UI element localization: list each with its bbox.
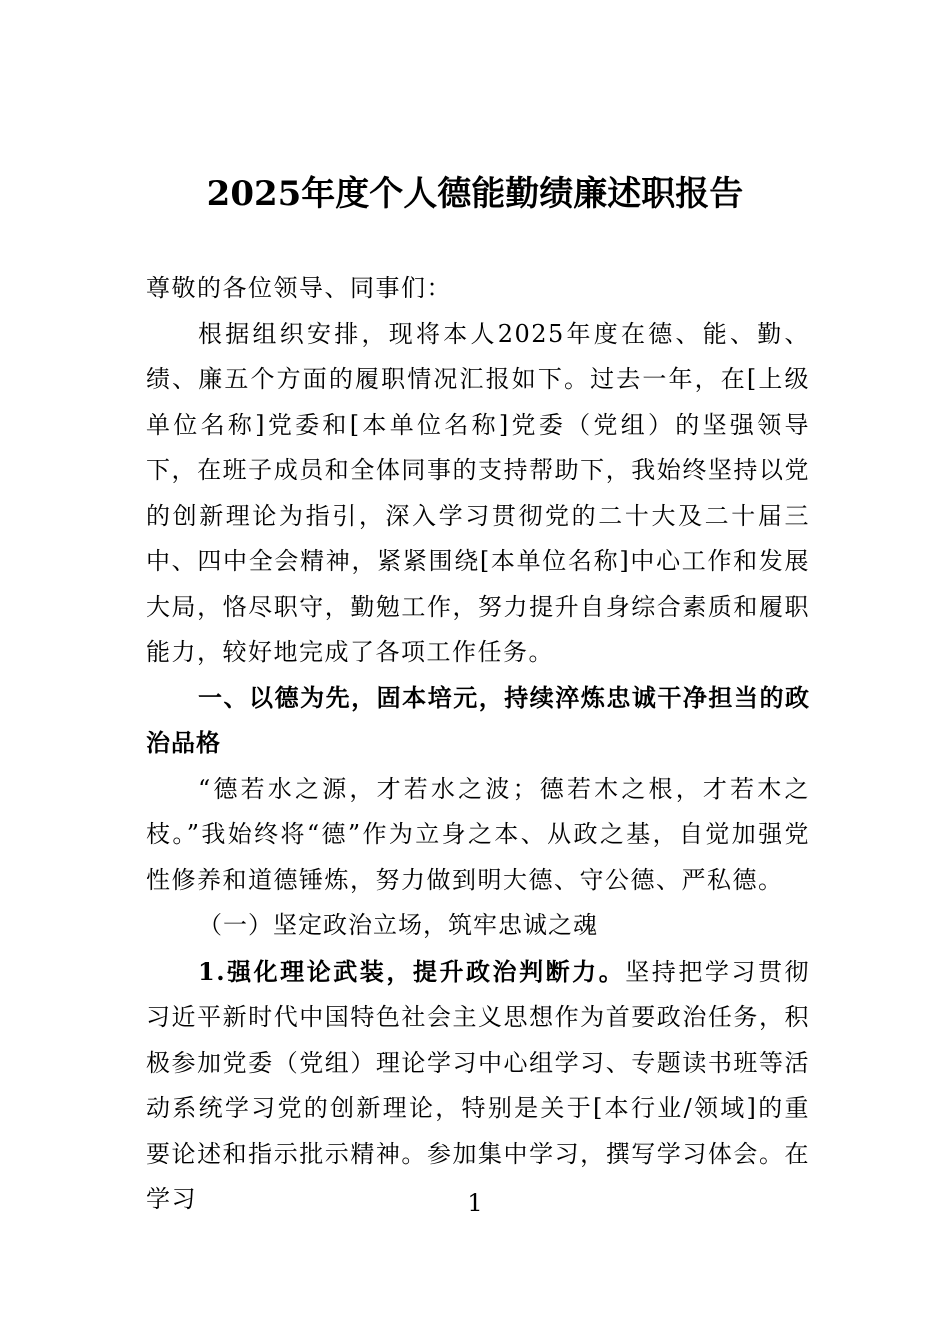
salutation: 尊敬的各位领导、同事们：	[146, 274, 452, 302]
document-title: 2025年度个人德能勤绩廉述职报告	[206, 174, 744, 214]
item-paragraph	[146, 949, 810, 1223]
page-number: 1	[467, 1189, 483, 1217]
section-heading: 一、以德为先，固本培元，持续淬炼忠诚干净担当的政治品格	[146, 683, 810, 757]
item-text: 坚持把学习贯彻习近平新时代中国特色社会主义思想作为首要政治任务，积极参加党委（党组）理论学习中心组学习、专题读书班等活动系统学习党的创新理论，特别是关于[本行业/领域]的重要论述和指示批示精神。参加集中学习，撰写学习体会。在学习	[146, 957, 811, 1213]
intro-paragraph: 根据组织安排，现将本人2025年度在德、能、勤、绩、廉五个方面的履职情况汇报如下。过去一年，在[上级单位名称]党委和[本单位名称]党委（党组）的坚强领导下，在班子成员和全体同事的支持帮助下，我始终坚持以党的创新理论为指引，深入学习贯彻党的二十大及二十届三中、四中全会精神，紧紧围绕[本单位名称]中心工作和发展大局，恪尽职守，勤勉工作，努力提升自身综合素质和履职能力，较好地完成了各项工作任务。	[146, 319, 810, 666]
subsection-heading: （一）坚定政治立场，筑牢忠诚之魂	[198, 911, 598, 939]
item-lead: 1.强化理论武装，提升政治判断力。	[198, 956, 626, 986]
document-body	[146, 266, 810, 1223]
section-paragraph: “德若水之源，才若水之波；德若木之根，才若木之枝。”我始终将“德”作为立身之本、从政之基，自觉加强党性修养和道德锤炼，努力做到明大德、守公德、严私德。	[146, 774, 810, 894]
